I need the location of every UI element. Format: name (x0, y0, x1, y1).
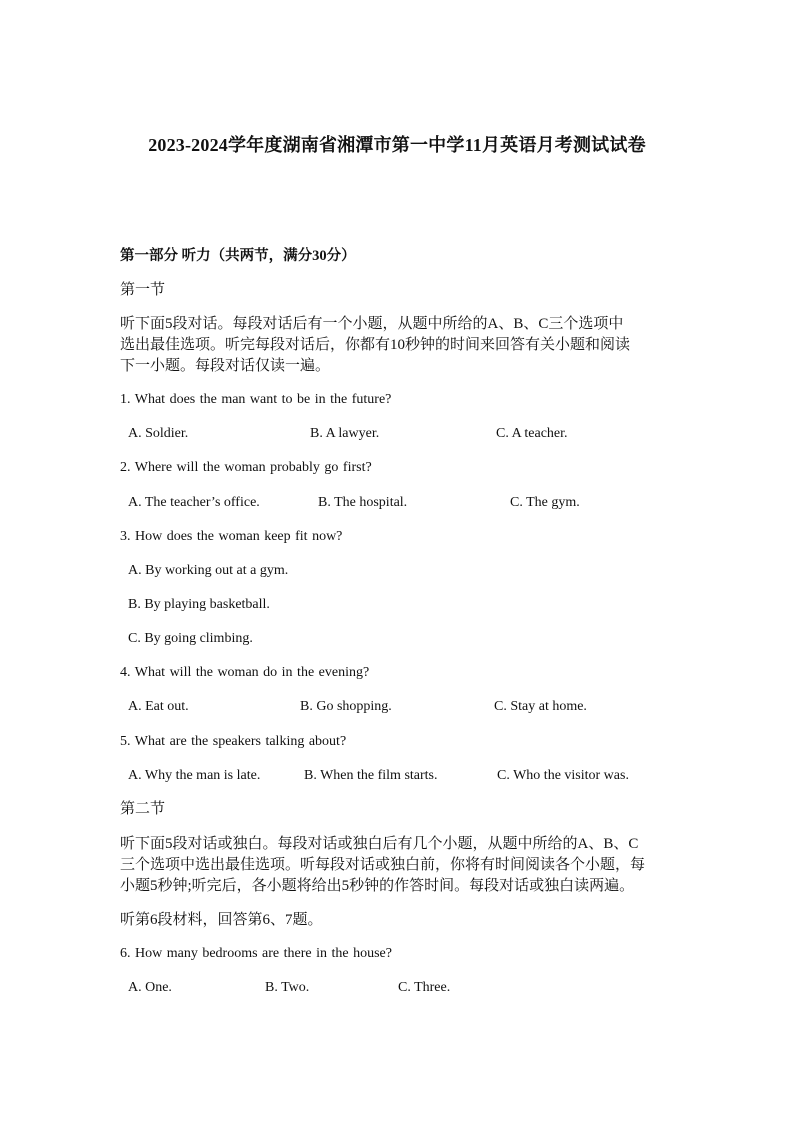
question-6-option-b: B. Two. (265, 980, 310, 995)
part1-heading: 第一部分 听力（共两节，满分30分） (120, 248, 356, 264)
instruction-line: 三个选项中选出最佳选项。听每段对话或独白前，你将有时间阅读各个小题，每 (120, 857, 646, 873)
question-2-option-b: B. The hospital. (318, 495, 408, 510)
question-4-stem: 4. What will the woman do in the evening? (120, 665, 370, 680)
question-5-stem: 5. What are the speakers talking about? (120, 734, 347, 749)
question-2-option-c: C. The gym. (510, 495, 580, 510)
instruction-line: 听下面5段对话或独白。每段对话或独白后有几个小题，从题中所给的A、B、C (120, 836, 639, 852)
section1-heading: 第一节 (120, 282, 166, 298)
material-6-7-instruction: 听第6段材料，回答第6、7题。 (120, 912, 323, 928)
question-4-option-a: A. Eat out. (128, 699, 189, 714)
exam-title: 2023-2024学年度湖南省湘潭市第一中学11月英语月考测试试卷 (148, 135, 646, 155)
instruction-line: 选出最佳选项。听完每段对话后，你都有10秒钟的时间来回答有关小题和阅读 (120, 337, 631, 353)
question-1-option-b: B. A lawyer. (310, 426, 380, 441)
question-4-option-c: C. Stay at home. (494, 699, 587, 714)
question-6-option-c: C. Three. (398, 980, 451, 995)
instruction-line: 下一小题。每段对话仅读一遍。 (120, 358, 331, 374)
section2-instructions (120, 834, 680, 897)
question-2-stem: 2. Where will the woman probably go first? (120, 460, 372, 475)
question-5-option-b: B. When the film starts. (304, 768, 438, 783)
question-3-option-a: A. By working out at a gym. (128, 563, 289, 578)
question-1-stem: 1. What does the man want to be in the future? (120, 392, 392, 407)
question-6-option-a: A. One. (128, 980, 172, 995)
question-3-stem: 3. How does the woman keep fit now? (120, 529, 343, 544)
question-5-option-c: C. Who the visitor was. (497, 768, 629, 783)
question-1-option-c: C. A teacher. (496, 426, 568, 441)
section2-heading: 第二节 (120, 801, 166, 817)
instruction-line: 听下面5段对话。每段对话后有一个小题，从题中所给的A、B、C三个选项中 (120, 316, 624, 332)
question-1-option-a: A. Soldier. (128, 426, 189, 441)
question-5-option-a: A. Why the man is late. (128, 768, 261, 783)
question-3-option-b: B. By playing basketball. (128, 597, 270, 612)
question-6-stem: 6. How many bedrooms are there in the house? (120, 946, 392, 961)
section1-instructions (120, 314, 680, 377)
instruction-line: 小题5秒钟;听完后，各小题将给出5秒钟的作答时间。每段对话或独白读两遍。 (120, 878, 635, 894)
question-4-option-b: B. Go shopping. (300, 699, 392, 714)
question-3-option-c: C. By going climbing. (128, 631, 253, 646)
question-2-option-a: A. The teacher’s office. (128, 495, 260, 510)
